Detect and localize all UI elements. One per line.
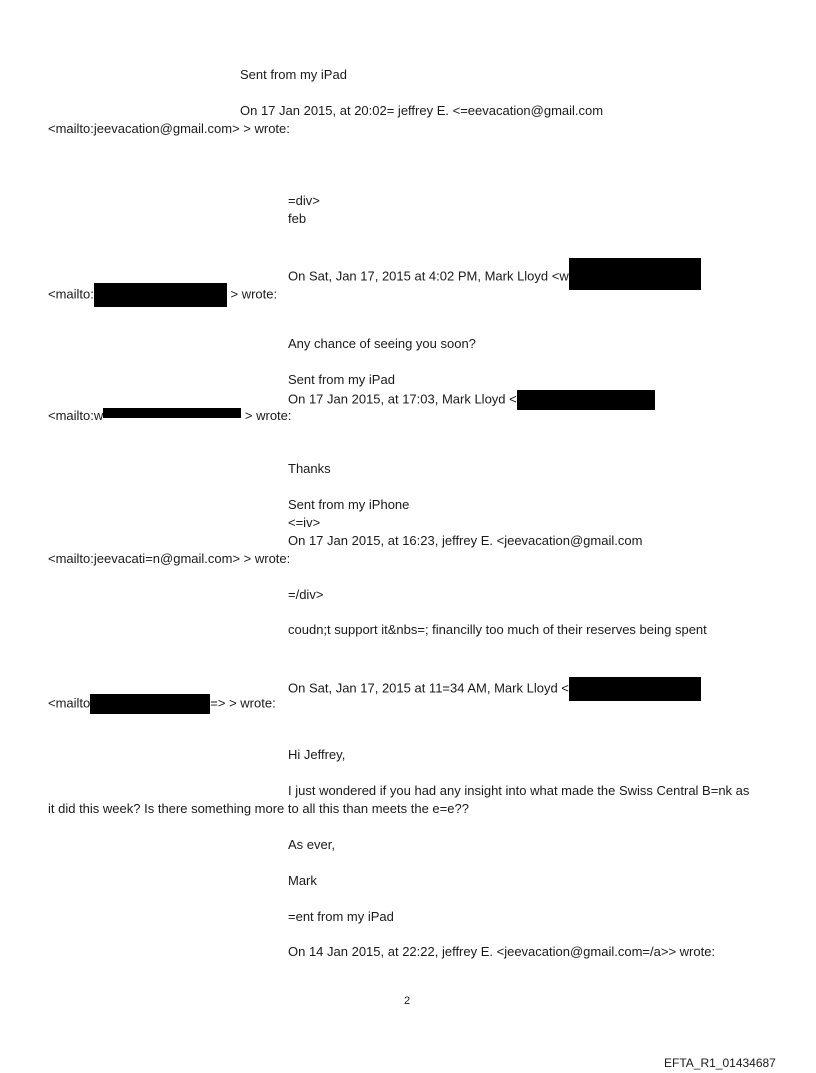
quote-header: On 14 Jan 2015, at 22:22, jeffrey E. <jeevacation@gmail.com=/a>> wrote:: [288, 944, 716, 959]
mailto-suffix: > wrote:: [226, 286, 278, 302]
body-line: As ever,: [288, 837, 335, 852]
mailto-suffix: > wrote:: [241, 408, 292, 423]
redaction-box: [569, 258, 701, 290]
quote-header: [288, 390, 655, 410]
document-id: EFTA_R1_01434687: [664, 1056, 776, 1070]
signature-line: =ent from my iPad: [288, 909, 394, 924]
signature-line: Sent from my iPhone: [288, 497, 410, 512]
mailto-suffix: => > wrote:: [210, 695, 276, 711]
quote-header: On 17 Jan 2015, at 16:23, jeffrey E. <jeevacation@gmail.com: [288, 533, 643, 548]
mailto-prefix: <mailto:: [48, 286, 94, 302]
signature-line: Sent from my iPad: [240, 67, 347, 82]
quote-header: [288, 677, 701, 701]
redaction-box: [103, 408, 241, 418]
quote-header: On 17 Jan 2015, at 20:02= jeffrey E. <=eevacation@gmail.com: [240, 103, 604, 118]
redaction-box: [569, 677, 701, 701]
body-line: =/div>: [288, 587, 324, 602]
redaction-box: [90, 694, 210, 714]
mailto-line: [48, 694, 276, 714]
page-number: 2: [404, 995, 411, 1007]
mailto-line: [48, 408, 292, 424]
mailto-line: <mailto:jeevacati=n@gmail.com> > wrote:: [48, 551, 291, 566]
body-line: <=iv>: [288, 515, 321, 530]
quote-header-text: On Sat, Jan 17, 2015 at 11=34 AM, Mark Lloyd <: [288, 680, 569, 696]
quote-header-text: On Sat, Jan 17, 2015 at 4:02 PM, Mark Lloyd <w: [288, 268, 569, 284]
redaction-box: [94, 283, 227, 307]
mailto-line: [48, 283, 277, 307]
quote-header-text: On 17 Jan 2015, at 17:03, Mark Lloyd <: [288, 391, 517, 407]
quote-header: [288, 264, 701, 290]
mailto-prefix: <mailto: [48, 695, 91, 711]
body-line: Thanks: [288, 461, 331, 476]
body-line: Hi Jeffrey,: [288, 747, 346, 762]
body-line: coudn;t support it&nbs=; financilly too much of their reserves being spent: [288, 622, 707, 637]
body-line: feb: [288, 211, 307, 226]
mailto-prefix: <mailto:w: [48, 408, 104, 423]
body-line: =div>: [288, 193, 320, 208]
mailto-line: <mailto:jeevacation@gmail.com> > wrote:: [48, 121, 290, 136]
body-line: it did this week? Is there something more to all this than meets the e=e??: [48, 801, 469, 816]
signature-line: Sent from my iPad: [288, 372, 395, 387]
body-line: I just wondered if you had any insight into what made the Swiss Central B=nk as: [288, 783, 750, 798]
body-line: Mark: [288, 873, 317, 888]
body-line: Any chance of seeing you soon?: [288, 336, 476, 351]
redaction-box: [517, 390, 655, 410]
